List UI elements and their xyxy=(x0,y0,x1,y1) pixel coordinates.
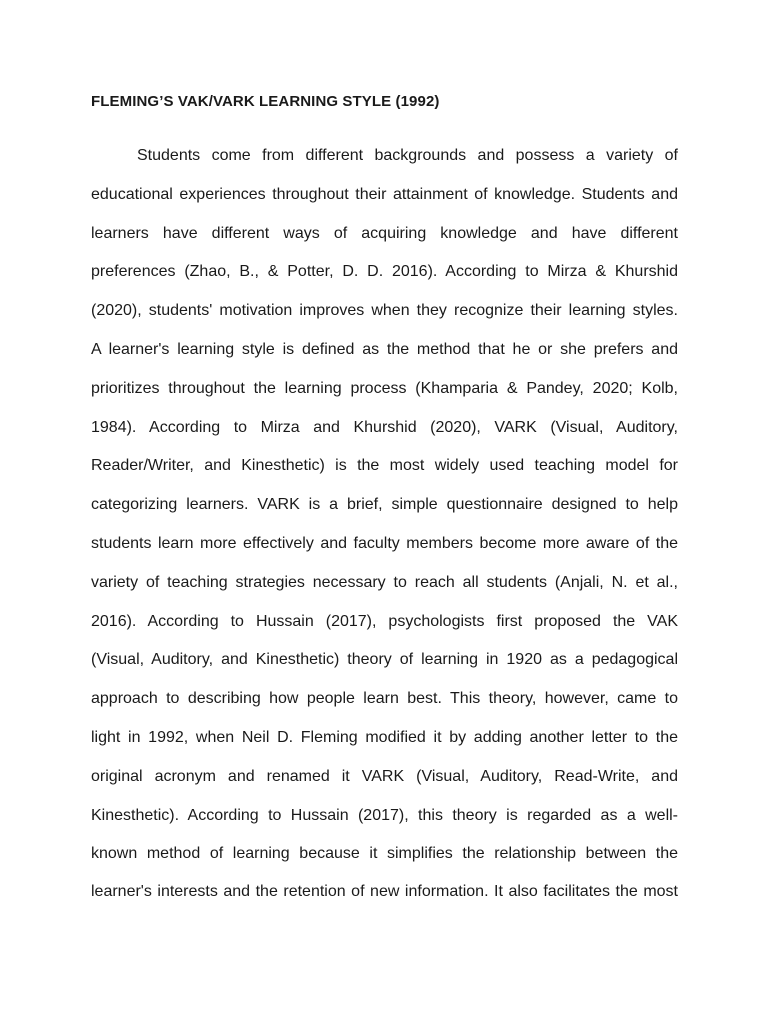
paragraph-line: (Visual, Auditory, and Kinesthetic) theory of learning in 1920 as a pedagogical xyxy=(91,651,678,668)
paragraph-line: A learner's learning style is defined as the method that he or she prefers and xyxy=(91,341,678,358)
paragraph-line: learners have different ways of acquiring knowledge and have different xyxy=(91,225,678,242)
paragraph-line: (2020), students' motivation improves when they recognize their learning styles. xyxy=(91,302,678,319)
paragraph-line: educational experiences throughout their attainment of knowledge. Students and xyxy=(91,186,678,203)
paragraph-line: learner's interests and the retention of new information. It also facilitates the most xyxy=(91,883,678,900)
paragraph-line: prioritizes throughout the learning process (Khamparia & Pandey, 2020; Kolb, xyxy=(91,380,678,397)
paragraph-line: Kinesthetic). According to Hussain (2017), this theory is regarded as a well- xyxy=(91,807,678,824)
paragraph-line: approach to describing how people learn best. This theory, however, came to xyxy=(91,690,678,707)
paragraph-line: original acronym and renamed it VARK (Visual, Auditory, Read-Write, and xyxy=(91,768,678,785)
paragraph-line: categorizing learners. VARK is a brief, simple questionnaire designed to help xyxy=(91,496,678,513)
paragraph-line: students learn more effectively and faculty members become more aware of the xyxy=(91,535,678,552)
paragraph-line: Reader/Writer, and Kinesthetic) is the most widely used teaching model for xyxy=(91,457,678,474)
paragraph-line: known method of learning because it simplifies the relationship between the xyxy=(91,845,678,862)
document-heading: FLEMING’S VAK/VARK LEARNING STYLE (1992) xyxy=(91,93,440,110)
paragraph-line: 1984). According to Mirza and Khurshid (2020), VARK (Visual, Auditory, xyxy=(91,419,678,436)
paragraph-line: light in 1992, when Neil D. Fleming modified it by adding another letter to the xyxy=(91,729,678,746)
paragraph-line: preferences (Zhao, B., & Potter, D. D. 2016). According to Mirza & Khurshid xyxy=(91,263,678,280)
paragraph-line: Students come from different backgrounds and possess a variety of xyxy=(137,147,678,164)
paragraph-line: variety of teaching strategies necessary to reach all students (Anjali, N. et al., xyxy=(91,574,678,591)
paragraph-line: 2016). According to Hussain (2017), psychologists first proposed the VAK xyxy=(91,613,678,630)
